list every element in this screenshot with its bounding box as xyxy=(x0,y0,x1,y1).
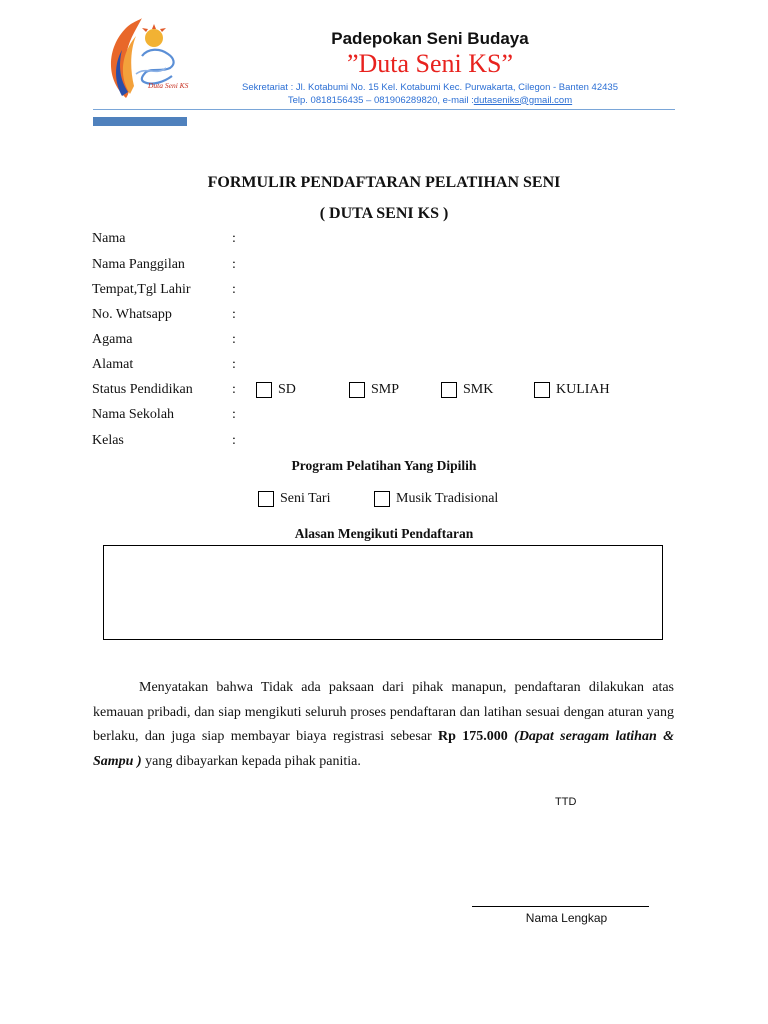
field-label: No. Whatsapp xyxy=(92,307,172,322)
reason-textbox[interactable] xyxy=(103,545,663,640)
logo-dancer xyxy=(142,50,174,84)
checkbox-kuliah[interactable] xyxy=(534,382,610,398)
field-colon: : xyxy=(232,407,236,422)
logo-text: Duta Seni KS xyxy=(148,81,189,90)
checkbox-box[interactable] xyxy=(534,382,550,398)
header-divider xyxy=(93,109,675,110)
logo-sun xyxy=(145,29,163,47)
field-label: Nama Panggilan xyxy=(92,257,185,272)
checkbox-label: SD xyxy=(278,382,296,397)
checkbox-box[interactable] xyxy=(349,382,365,398)
form-subtitle: ( DUTA SENI KS ) xyxy=(319,205,449,222)
checkbox-smk[interactable] xyxy=(441,382,493,398)
field-label: Agama xyxy=(92,332,133,347)
field-colon: : xyxy=(232,382,236,397)
field-label: Status Pendidikan xyxy=(92,382,193,397)
contact-line xyxy=(200,95,660,108)
organization-brand-title: ”Duta Seni KS” xyxy=(346,49,514,78)
checkbox-sd[interactable] xyxy=(256,382,296,398)
signature-ttd-label: TTD xyxy=(555,796,577,808)
checkbox-musik-tradisional[interactable] xyxy=(374,491,498,507)
form-title: FORMULIR PENDAFTARAN PELATIHAN SENI xyxy=(207,174,561,191)
checkbox-box[interactable] xyxy=(374,491,390,507)
field-label: Kelas xyxy=(92,433,124,448)
field-colon: : xyxy=(232,257,236,272)
checkbox-seni-tari[interactable] xyxy=(258,491,330,507)
field-colon: : xyxy=(232,332,236,347)
field-colon: : xyxy=(232,231,236,246)
declaration-text: Menyatakan bahwa Tidak ada paksaan dari pihak manapun, pendaftaran dilakukan atas kemauan pribadi, dan siap mengikuti seluruh proses pendaftaran dan latihan sesuai dengan aturan yang berlaku, dan juga siap membayar biaya registrasi sebesar xyxy=(93,680,674,744)
organization-logo xyxy=(96,16,194,102)
checkbox-box[interactable] xyxy=(256,382,272,398)
field-colon: : xyxy=(232,307,236,322)
registration-fee: Rp 175.000 xyxy=(438,729,508,744)
email-link[interactable]: dutaseniks@gmail.com xyxy=(473,94,573,106)
checkbox-smp[interactable] xyxy=(349,382,399,398)
checkbox-box[interactable] xyxy=(258,491,274,507)
declaration-end: yang dibayarkan kepada pihak panitia. xyxy=(141,753,361,769)
checkbox-label: SMK xyxy=(463,382,494,397)
contact-prefix: Telp. 0818156435 – 081906289820, e-mail : xyxy=(287,94,474,106)
checkbox-label: Musik Tradisional xyxy=(396,491,499,506)
header-accent-bar xyxy=(93,117,187,126)
organization-address xyxy=(200,82,660,107)
field-colon: : xyxy=(232,433,236,448)
address-line: Sekretariat : Jl. Kotabumi No. 15 Kel. Kotabumi Kec. Purwakarta, Cilegon - Banten 42435 xyxy=(242,82,618,93)
checkbox-label: SMP xyxy=(371,382,400,397)
program-heading: Program Pelatihan Yang Dipilih xyxy=(291,458,477,473)
signature-name-label: Nama Lengkap xyxy=(525,911,608,925)
declaration-paragraph xyxy=(93,676,674,774)
checkbox-label: Seni Tari xyxy=(280,491,331,506)
reason-heading: Alasan Mengikuti Pendaftaran xyxy=(294,526,474,541)
checkbox-label: KULIAH xyxy=(556,382,610,397)
field-colon: : xyxy=(232,282,236,297)
checkbox-box[interactable] xyxy=(441,382,457,398)
field-label: Alamat xyxy=(92,357,134,372)
field-label: Tempat,Tgl Lahir xyxy=(92,282,191,297)
field-label: Nama xyxy=(92,231,126,246)
fee-note: (Dapat seragam latihan & Sampu ) xyxy=(93,729,674,769)
organization-name: Padepokan Seni Budaya xyxy=(331,29,529,48)
field-label: Nama Sekolah xyxy=(92,407,175,422)
field-colon: : xyxy=(232,357,236,372)
signature-line[interactable] xyxy=(472,906,649,907)
